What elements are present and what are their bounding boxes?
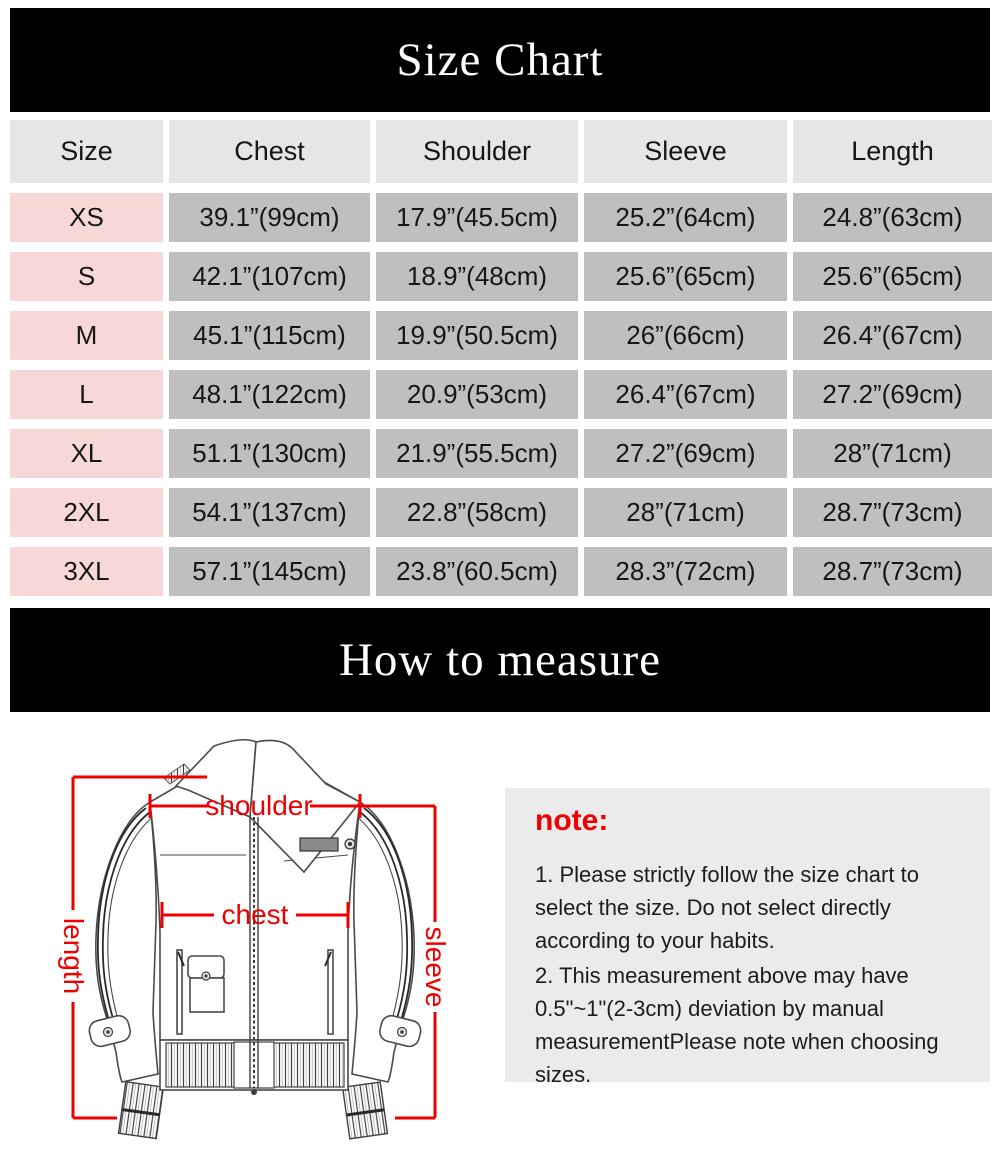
note-item-1: 1. Please strictly follow the size chart to select the size. Do not select directly according to your habits.: [535, 862, 919, 953]
length-label: length: [58, 917, 89, 995]
measurement-cell: 26.4”(67cm): [584, 370, 787, 419]
measurement-cell: 48.1”(122cm): [169, 370, 370, 419]
measurement-cell: 26.4”(67cm): [793, 311, 992, 360]
column-header-size: Size: [10, 120, 163, 183]
measurement-cell: 20.9”(53cm): [376, 370, 578, 419]
measurement-cell: 42.1”(107cm): [169, 252, 370, 301]
measurement-cell: 22.8”(58cm): [376, 488, 578, 537]
measurement-cell: 18.9”(48cm): [376, 252, 578, 301]
size-chart-title: Size Chart: [396, 34, 604, 86]
column-header-shoulder: Shoulder: [376, 120, 578, 183]
note-box: [505, 788, 990, 1087]
measurement-cell: 19.9”(50.5cm): [376, 311, 578, 360]
measurement-cell: 25.2”(64cm): [584, 193, 787, 242]
measurement-cell: 23.8”(60.5cm): [376, 547, 578, 596]
measurement-cell: 21.9”(55.5cm): [376, 429, 578, 478]
measurement-cell: 28.7”(73cm): [793, 488, 992, 537]
jacket-measure-diagram: [38, 722, 498, 1150]
how-to-measure-title: How to measure: [338, 634, 662, 686]
measurement-cell: 39.1”(99cm): [169, 193, 370, 242]
measurement-cell: 27.2”(69cm): [793, 370, 992, 419]
size-label-cell: XS: [10, 193, 163, 242]
measurement-cell: 24.8”(63cm): [793, 193, 992, 242]
size-table: [10, 120, 992, 596]
size-label-cell: S: [10, 252, 163, 301]
note-item-2: 2. This measurement above may have 0.5"~1"(2-3cm) deviation by manual measurementPlease note when choosing sizes.: [535, 963, 939, 1087]
note-heading: note:: [535, 804, 609, 837]
measurement-cell: 45.1”(115cm): [169, 311, 370, 360]
measurement-cell: 28.3”(72cm): [584, 547, 787, 596]
column-header-sleeve: Sleeve: [584, 120, 787, 183]
column-header-length: Length: [793, 120, 992, 183]
size-label-cell: 2XL: [10, 488, 163, 537]
size-chart-band: [10, 8, 990, 112]
measurement-cell: 17.9”(45.5cm): [376, 193, 578, 242]
measurement-cell: 27.2”(69cm): [584, 429, 787, 478]
measurement-cell: 25.6”(65cm): [793, 252, 992, 301]
how-to-measure-band: [10, 608, 990, 712]
shoulder-label: shoulder: [205, 790, 313, 821]
size-label-cell: L: [10, 370, 163, 419]
measurement-cell: 28.7”(73cm): [793, 547, 992, 596]
measurement-cell: 28”(71cm): [584, 488, 787, 537]
size-label-cell: 3XL: [10, 547, 163, 596]
column-header-chest: Chest: [169, 120, 370, 183]
chest-label: chest: [221, 899, 289, 930]
size-label-cell: XL: [10, 429, 163, 478]
size-label-cell: M: [10, 311, 163, 360]
measurement-cell: 54.1”(137cm): [169, 488, 370, 537]
measurement-cell: 25.6”(65cm): [584, 252, 787, 301]
measurement-cell: 26”(66cm): [584, 311, 787, 360]
measurement-cell: 51.1”(130cm): [169, 429, 370, 478]
measurement-cell: 28”(71cm): [793, 429, 992, 478]
measurement-cell: 57.1”(145cm): [169, 547, 370, 596]
sleeve-label: sleeve: [420, 926, 451, 1008]
